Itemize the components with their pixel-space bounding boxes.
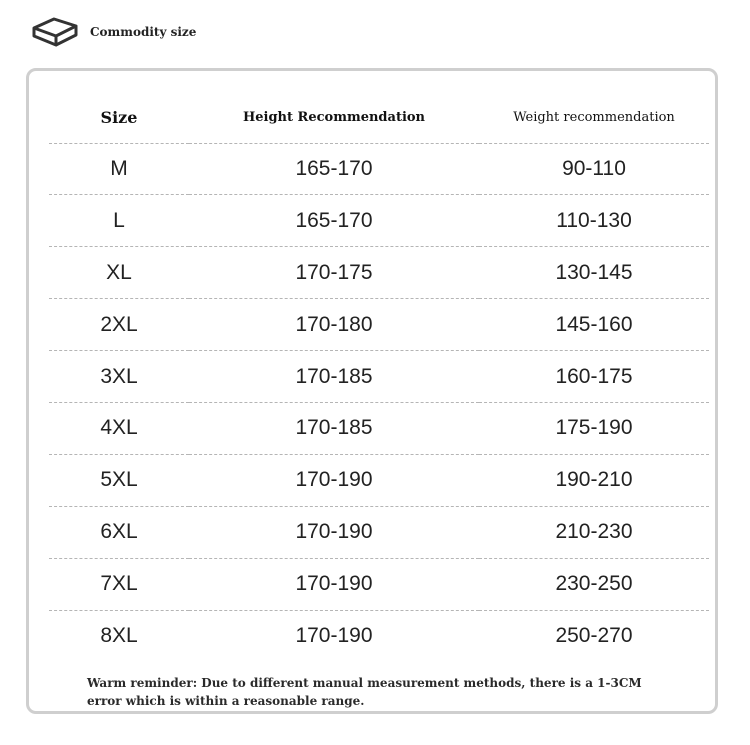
page-title: Commodity size xyxy=(90,25,197,39)
box-icon xyxy=(30,14,80,50)
table-row xyxy=(49,247,709,299)
height-cell: 170-180 xyxy=(189,299,479,351)
height-cell: 170-190 xyxy=(295,624,373,648)
size-table xyxy=(49,93,709,662)
height-cell: 165-170 xyxy=(189,195,479,247)
weight-cell: 90-110 xyxy=(479,143,709,195)
table-row xyxy=(49,299,709,351)
weight-cell: 160-175 xyxy=(479,351,709,403)
table-row xyxy=(49,402,709,454)
size-cell: M xyxy=(49,143,189,195)
height-cell: 170-190 xyxy=(189,558,479,610)
size-cell: 8XL xyxy=(100,624,138,648)
height-cell: 170-190 xyxy=(189,454,479,506)
weight-cell: 130-145 xyxy=(479,247,709,299)
weight-cell: 110-130 xyxy=(479,195,709,247)
size-cell: 6XL xyxy=(49,506,189,558)
height-cell: 170-175 xyxy=(189,247,479,299)
table-row xyxy=(49,195,709,247)
weight-cell: 210-230 xyxy=(479,506,709,558)
size-cell: L xyxy=(49,195,189,247)
height-cell: 170-185 xyxy=(189,402,479,454)
weight-cell: 145-160 xyxy=(479,299,709,351)
column-header-size: Size xyxy=(49,93,189,143)
warm-reminder-note: Warm reminder: Due to different manual measurement methods, there is a 1-3CM error which is within a reasonable range. xyxy=(87,676,642,708)
page-header xyxy=(30,14,196,50)
weight-cell: 175-190 xyxy=(479,402,709,454)
size-cell: 5XL xyxy=(49,454,189,506)
size-cell: 7XL xyxy=(49,558,189,610)
height-cell: 170-185 xyxy=(189,351,479,403)
table-row xyxy=(49,558,709,610)
table-row xyxy=(49,351,709,403)
weight-cell: 190-210 xyxy=(479,454,709,506)
weight-cell: 250-270 xyxy=(555,624,633,648)
size-chart-card xyxy=(26,68,718,714)
size-cell: 2XL xyxy=(49,299,189,351)
column-header-weight: Weight recommendation xyxy=(479,93,709,143)
height-cell: 170-190 xyxy=(189,506,479,558)
size-cell: XL xyxy=(49,247,189,299)
weight-cell: 230-250 xyxy=(479,558,709,610)
size-cell: 4XL xyxy=(49,402,189,454)
table-row xyxy=(49,454,709,506)
size-cell: 3XL xyxy=(49,351,189,403)
table-row xyxy=(49,143,709,195)
height-cell: 165-170 xyxy=(189,143,479,195)
table-row xyxy=(49,610,709,662)
column-header-height: Height Recommendation xyxy=(189,93,479,143)
table-row xyxy=(49,506,709,558)
table-header-row xyxy=(49,93,709,143)
